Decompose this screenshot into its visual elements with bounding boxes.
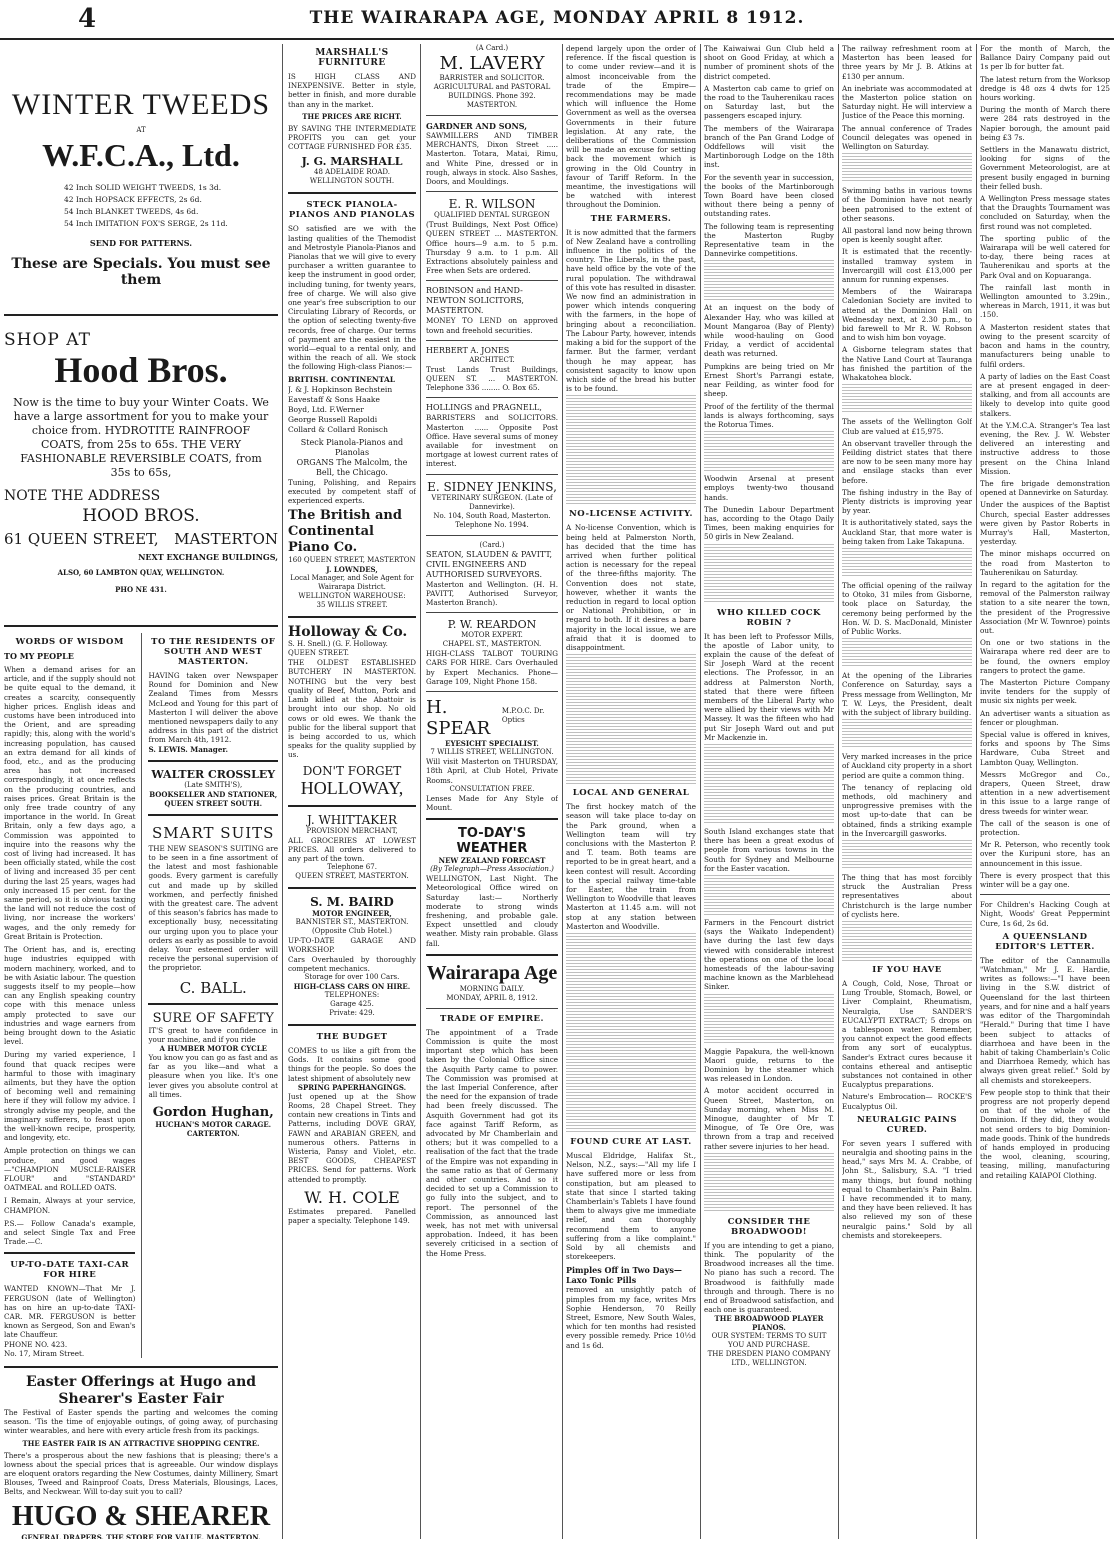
page-number: 4	[78, 4, 97, 34]
robinson-name: ROBINSON and HAND-NEWTON SOLICITORS, MASTERTON.	[426, 286, 524, 316]
broadwood-body: If you are intending to get a piano, think. The popularity of the Broadwood increases all the time. No piano has such a record. The Broadwood is faithfully made through and through. There is no end of Broadwood satisfaction, and each one is guaranteed.	[704, 1240, 834, 1315]
marshall-prices: THE PRICES ARE RICHT.	[302, 111, 402, 121]
wisdom-to: TO MY PEOPLE	[4, 651, 74, 661]
residents-body: HAVING taken over Newspaper Round for Dominion and New Zealand Times from Messrs McLeod and Young for this part of Masterton I will deliver the above mentioned newspapers daily to any address in this part of the district from March 4th, 1912.	[148, 671, 278, 745]
marshall-body-2: BY SAVING THE INTERMEDIATE PROFITS you can get your COTTAGE FURNISHED FOR £35.	[288, 123, 416, 152]
wisdom-body: When a demand arises for an article, and if the supply should not be quite equal to the demand, it creates a scarcity, consequently higher prices. English ideas and customs have been introduced into the Orient, and are spreading rapidly; this, along with the world's increasing population, has caused an extra demand for all kinds of food, etc., and as the producing area has not increased correspondingly, it at once reflects on the producing countries, and raises prices. Great Britain is the only free trade country of any importance in the world. In Great Britain, only a few days ago, a Commission was appointed to inquire into the reasons why the cost of living had increased. It has been officially stated, while the cost of living and increased 35 per cent during the last 25 years, wages had only increased 15 per cent. for the same period, so it is obvious taxing the land will not reduce the cost of living, nor increase the workers' wages, and the only remedy for Great Britain is Protection.	[4, 665, 136, 941]
crossley-addr: QUEEN STREET SOUTH.	[164, 798, 263, 808]
wisdom-column	[4, 633, 135, 1358]
wairarapa-age-title: Wairarapa Age	[426, 961, 558, 984]
hood-phone: PHO NE 431.	[115, 585, 167, 594]
local-item: Pumpkins are being tried on Mr Ernest Short's Parrangi estate, near Feilding, as winter food for sheep.	[704, 361, 834, 399]
text-filler	[704, 994, 834, 1044]
seaton-name: SEATON, SLAUDEN & PAVITT, CIVIL ENGINEERS AND AUTHORISED SURVEYORS.	[426, 549, 553, 579]
easter-body-2: There's a prosperous about the new fashions that is pleasing; there's a lowness about the special prices that is agreeable. Our window displays are eloquent orators regarding the New Costumes, dainty Millinery, Smart Blouses, Tweed and Rainproof Coats, Dress Materials, Blousings, Laces, Belts, and Neckwear. Will to-day suit you to call?	[4, 1450, 278, 1497]
text-filler	[566, 654, 696, 784]
holloway-sub: S. H. Snell.) (G. F. Holloway. QUEEN STREET.	[288, 640, 388, 658]
sure-of-safety: SURE OF SAFETY	[152, 1010, 274, 1026]
column-1	[4, 44, 278, 1539]
column-5	[566, 44, 696, 1539]
license-title: NO-LICENSE ACTIVITY.	[568, 509, 694, 520]
news-item: At the opening of the Libraries Conference on Saturday, says a Press message from Wellington, Mr T. W. Leys, the President, dealt with the subject of library building.	[842, 671, 972, 717]
news-item: Members of the Wairarapa Caledonian Society are invited to attend at the Dominion Hall on Wednesday next, at 2.30 p.m., to bid farewell to Mr R. W. Robson and to wish him bon voyage.	[842, 287, 972, 343]
brand-row: J. & J. Hopkinson Bechstein	[288, 384, 393, 394]
local-item: The following team is representing the Masterton Rugby Representative team in the Dannevirke competitions.	[704, 221, 834, 259]
robinson-body: MONEY TO LEND on approved town and freehold securities.	[426, 316, 558, 335]
baird-hire: HIGH-CLASS CARS ON HIRE.	[293, 981, 411, 991]
hood-next: NEXT EXCHANGE BUILDINGS,	[138, 552, 278, 562]
note-address: NOTE THE ADDRESS	[4, 488, 161, 504]
marshall-body: IS HIGH CLASS AND INEXPENSIVE. Better in style, better in finish, and more durable than any in the market.	[288, 72, 416, 109]
col1-subcolumns	[4, 633, 278, 1358]
column-rule	[976, 44, 977, 1539]
news-item: An advertiser wants a situation as fencer or ploughman.	[980, 708, 1110, 727]
text-filler	[842, 384, 972, 414]
local-item: The Dunedin Labour Department has, according to the Otago Daily Times, been making enquiries for 50 girls in New Zealand.	[704, 504, 834, 542]
wisdom-title: WORDS OF WISDOM	[15, 637, 124, 647]
farmers-body: It is now admitted that the farmers of New Zealand have a controlling influence in the politics of the country. The Liberals, in the past, have held office by the vote of the rural population. The withdrawal of this vote has resulted in disaster. We now find an administration in power which intends conquering with the farmers, in the hope of bringing about a reconciliation. The Labour Party, however, intends making a bid for the support of the farmer. But the farmer, verdant though he may appear, has consistent sagacity to know upon which side of the bread his butter is to be found.	[566, 227, 696, 394]
list-item: 54 Inch BLANKET TWEEDS, 4s 6d.	[64, 207, 199, 216]
wisdom-body-4: Ample protection on things we can produce, and good wages—"CHAMPION MUSCLE-RAISER FLOUR" and "STANDARD" OATMEAL and ROLLED OATS.	[4, 1146, 136, 1193]
text-filler	[704, 431, 834, 471]
license-body: A No-license Convention, which is being held at Palmerston North, has decided that the time has arrived when further political action is necessary for the repeal of the three-fifths majority. The Convention does not state, however, whether it wants the reduction in regard to local option or National Prohibition, or in regard to both. If it desires a bare majority in the local issue, we are afraid that it is doomed to disappointment.	[566, 523, 696, 652]
news-item: The assets of the Wellington Golf Club are valued at £15,975.	[842, 417, 972, 436]
news-item: The tenancy of replacing old methods, old machinery and unprogressive premises with the most up-to-date that can be obtained, finds a striking example in the Invercargill gasworks.	[842, 782, 972, 838]
whittaker-tel: Telephone 67.	[327, 863, 377, 872]
hugo-sub: GENERAL DRAPERS. THE STORE FOR VALUE. MASTERTON.	[21, 1532, 261, 1539]
news-item: Mr R. Peterson, who recently took over the Kuripuni store, has an announcement in this issue.	[980, 840, 1110, 868]
hood-bros-ad	[4, 322, 278, 627]
residents-sign: S. LEWIS. Manager.	[148, 744, 229, 754]
column-rule	[141, 633, 142, 1358]
wfca-name: W.F.C.A., Ltd.	[42, 137, 240, 173]
news-item: Settlers in the Manawatu district, looking for signs of the Government Meteorologist, are at present busily engaged in burning their felled bush.	[980, 145, 1110, 191]
baird-sub: MOTOR ENGINEER,	[312, 909, 392, 919]
news-item: The annual conference of Trades Council delegates was opened in Wellington on Saturday.	[842, 123, 972, 152]
brand-row: George Russell Rapoldi	[288, 414, 378, 424]
weather-body: WELLINGTON, Last Night. The Meteorological Office wired on Saturday last:— Northerly moderate to strong winds freshening, and probable gale. Expect unsettled and cloudy weather. Misty rain probable. Glass fall.	[426, 874, 558, 948]
reardon-addr: CHAPEL ST., MASTERTON.	[442, 640, 542, 649]
hughan-town: CARTERTON.	[186, 1129, 240, 1139]
column-rule	[700, 44, 701, 1539]
queensland-body: The editor of the Cannamulla "Watchman," Mr J. E. Hardie, writes as follows:—"I have been living in the S.W. district of Queensland for the last thirteen years, and for nine and a half years was editor of the Thargomindah "Herald." During that time I have been subject to attacks of diarrhoea and have been in the habit of taking Chamberlain's Colic and Diarrhoea Remedy, which has always given great relief." Sold by all chemists and storekeepers.	[980, 955, 1110, 1085]
news-item: In regard to the agitation for the removal of the Palmerston railway station to a site nearer the town, the president of the Progressive Association (Mr W. Townroe) points out.	[980, 579, 1110, 635]
news-item: South Island exchanges state that there has been a great exodus of people from various towns in the South for Sydney and Melbourne for the Easter vacation.	[704, 826, 834, 873]
text-filler	[566, 395, 696, 505]
british-addr: 160 QUEEN STREET, MASTERTON	[288, 556, 416, 565]
brand-row: Eavestaff & Sons Haake	[288, 394, 380, 404]
news-item: The call of the season is one of protection.	[980, 818, 1110, 838]
hughan-garage: HUCHAN'S MOTOR CARAGE.	[155, 1120, 272, 1130]
hood-town: MASTERTON	[174, 530, 278, 548]
text-filler	[704, 260, 834, 300]
steck-brands	[288, 375, 416, 435]
spear-name: H. SPEAR	[426, 697, 491, 740]
residents-title: TO THE RESIDENTS OF SOUTH AND WEST MASTERTON.	[151, 637, 276, 667]
hood-street: 61 QUEEN STREET,	[4, 530, 159, 548]
found-body: Muscal Eldridge, Halifax St., Nelson, N.Z., says:—"All my life I have suffered more or less from constipation, but am pleased to state that since I started taking Chamberlain's Tablets I have found them to always give me immediate relief, and can thoroughly recommend them to anyone suffering from a like complaint." Sold by all chemists and storekeepers.	[566, 1151, 696, 1262]
smart-suits: SMART SUITS	[152, 823, 275, 842]
marshall-title: MARSHALL'S FURNITURE	[315, 48, 389, 68]
text-filler	[842, 921, 972, 961]
column-rule	[838, 44, 839, 1539]
holloway-big: HOLLOWAY,	[300, 777, 404, 798]
lavery-sub: BARRISTER and SOLICITOR.	[439, 74, 545, 82]
taxi-address: No. 17, Miram Street.	[4, 1348, 85, 1358]
taxi-phone: PHONE NO. 423.	[4, 1339, 68, 1349]
text-filler	[842, 153, 972, 183]
budget-body-2: Just opened up at the Show Rooms, 28 Chapel Street. They contain new creations in Tints and Patterns, including DOVE GRAY, FAWN and ARABIAN GREEN, and numerous others. Patterns in Wisteria, Pansy and Violet, etc. BEST GOODS, CHEAPEST PRICES. Send for patterns. Work attended to promptly.	[288, 1091, 416, 1184]
hacking-cough: For Children's Hacking Cough at Night, Woods' Great Peppermint Cure, 1s 6d, 2s 6d.	[980, 900, 1110, 928]
neuralgic-body: For seven years I suffered with neuralgia and shooting pains in the head," says Mrs M. A. Crabbe, of John St., Salisbury, S.A. "I tried many things, but found nothing equal to Chamberlain's Pain Balm. I have recommended it to many, and they have been relieved. It has also relieved my son of these neuralgic pains." Sold by all chemists and storekeepers.	[842, 1138, 972, 1240]
trade-body: The appointment of a Trade Commission is quite the most important step which has been taken by the Colonial Office since the Asquith Party came to power. The Commission was promised at the last Imperial Conference, after the need for the expansion of trade had been freely discussed. The Asquith Government had got its face against Tariff Reform, as advocated by Mr Chamberlain and others; but it was compelled to a realisation of the fact that the trade of the Empire was not expanding in the same ratio as that of Germany and other countries. And so it decided to set up a Commission to go fully into the subject, and to report. The personnel of the Commission, as announced last week, has not met with universal approbation. Indeed, it has been severely criticised in a section of the Home Press.	[426, 1027, 558, 1258]
text-filler	[704, 1153, 834, 1213]
steck-title: STECK PIANOLA-PIANOS AND PIANOLAS	[288, 200, 416, 221]
steck-body: SO satisfied are we with the lasting qualities of the Themodist and Metrostyle Pianola-Pianos and Pianolas that we will give to every purchaser a written guarantee to keep the instrument in good order, including tuning, for twenty years, free of charge. We will also give one year's free subscription to our Circulating Library of Records, or the option of selecting twenty-five records, free of charge. Our terms of payment are the easiest in the world—equal to a rental only, and within the reach of all. We stock the following High-class Pianos:—	[288, 224, 416, 372]
crossley-late: (Late SMITH'S),	[184, 780, 243, 789]
column-7	[842, 44, 972, 1539]
news-item: A motor accident occurred in Queen Street, Masterton, on Sunday morning, when Miss M. Minogue, daughter of Mr T. Minogue, of Te Ore Ore, was thrown from a trap and received rather severe injuries to her head.	[704, 1086, 834, 1151]
hood-body: Now is the time to buy your Winter Coats. We have a large assortment for you to make your choice from. HYDROTITE RAINFROOF COATS, from 25s to 65s. THE VERY FASHIONABLE REVERSIBLE COATS, from 35s to 65s,	[13, 396, 269, 479]
news-item: The Masterton Picture Company invite tenders for the supply of music six nights per week.	[980, 678, 1110, 706]
baird-body-2: Cars Overhauled by thoroughly competent mechanics.	[288, 954, 416, 973]
local-item: Woodwin Arsenal at present employs twenty-two thousand hands.	[704, 474, 834, 502]
baird-storage: Storage for over 100 Cars.	[304, 972, 400, 981]
jenkins-name: E. SIDNEY JENKINS,	[427, 479, 557, 494]
news-item: Messrs McGregor and Co., drapers, Queen Street, draw attention in a new advertisement in this issue to a large range of dress tweeds for winter wear.	[980, 769, 1110, 816]
news-item: Very marked increases in the price of Auckland city property in a short period are quite a common thing.	[842, 752, 972, 780]
newspaper-title: THE WAIRARAPA AGE, MONDAY APRIL 8 1912.	[309, 8, 805, 28]
news-item: The official opening of the railway to Otoko, 31 miles from Gisborne, took place on Saturday, the ceremony being performed by the Hon. W. D. S. MacDonald, Minister of Public Works.	[842, 580, 972, 636]
column-rule	[562, 44, 563, 1539]
steck-body-3: Tuning, Polishing, and Repairs executed by competent staff of experienced experts.	[288, 477, 416, 506]
list-item: 42 Inch SOLID WEIGHT TWEEDS, 1s 3d.	[64, 183, 222, 192]
text-filler	[704, 544, 834, 604]
news-item: For the month of March, the Ballance Dairy Company paid out 1s per lb for butter fat.	[980, 44, 1110, 72]
news-item: It is estimated that the recently-installed tramway system in Invercargill will cost £13,000 per annum for running expenses.	[842, 247, 972, 285]
budget-body: COMES to us like a gift from the Gods. It contains some good things for the people. So does the latest shipment of absolutely new	[288, 1045, 416, 1083]
brand-row: Boyd, Ltd. F.Werner	[288, 404, 364, 414]
hood-bros-logo: Hood Bros.	[54, 350, 228, 390]
spear-consult: CONSULTATION FREE.	[449, 784, 535, 793]
news-item: The minor mishaps occurred on the road from Masterton to Tauherenikau on Saturday.	[980, 549, 1110, 577]
seaton-body: Masterton and Wellington. (H. H. PAVITT, Authorised Surveyor, Masterton Branch).	[426, 579, 558, 608]
jenkins-body: No. 104, South Road, Masterton. Telephone No. 1994.	[433, 511, 551, 529]
hughan-name: Gordon Hughan,	[152, 1105, 274, 1121]
news-item: The railway refreshment room at Masterton has been leased for three years by Mr J. B. Atkins at £130 per annum.	[842, 44, 972, 81]
easter-body: The Festival of Easter spends the parting and welcomes the coming season. 'Tis the time of enjoyable outings, of going away, of purchasing winter wearables, and here with every article fresh from its packings.	[4, 1408, 278, 1436]
lavery-town: MASTERTON.	[466, 101, 518, 109]
wilson-body: (Trust Buildings, Next Post Office) QUEEN STREET ... MASTERTON. Office hours—9 a.m. to 5 p.m. Thursday 9 a.m. to 1 p.m. All Extractions absolutely painless and Free when Sets are ordered.	[426, 220, 558, 276]
news-item: An observant traveller through the Feilding district states that there are now to be seen many more hay and ensilage stacks than ever before.	[842, 438, 972, 485]
spear-header	[426, 697, 558, 739]
news-item: There is every prospect that this winter will be a gay one.	[980, 870, 1110, 890]
kaiwaiwai: The Kaiwaiwai Gun Club held a shoot on Good Friday, at which a number of prominent shots of the district competed.	[704, 44, 834, 81]
ball-name: C. BALL.	[179, 978, 247, 997]
british-ware: WELLINGTON WAREHOUSE:	[298, 592, 406, 601]
column-rule	[420, 44, 421, 1539]
news-item: The fire brigade demonstration opened at Dannevirke on Saturday.	[980, 478, 1110, 498]
cough-title: IF YOU HAVE	[872, 965, 942, 976]
broadwood-title: CONSIDER THE BROADWOOD!	[727, 1216, 811, 1237]
neuralgic-title: NEURALGIC PAINS CURED.	[856, 1114, 957, 1135]
text-filler	[842, 719, 972, 749]
hood-street-row	[4, 530, 278, 548]
weather-title: TO-DAY'S WEATHER	[456, 826, 528, 857]
text-filler	[704, 744, 834, 824]
lavery-body: AGRICULTURAL and PASTORAL BUILDINGS. Phone 392.	[433, 83, 551, 100]
holloway-body: THE OLDEST ESTABLISHED BUTCHERY IN MASTERTON. NOTHING but the very best quality of Beef, Mutton, Pork and Lamb killed at the Abattoir is brought into our shop. No old cows or old ewes. We thank the public for the liberal support that is being accorded to us, which speaks for the quality supplied by us.	[288, 658, 416, 760]
news-item: The latest return from the Worksop dredge is 48 ozs 4 dwts for 125 hours working.	[980, 74, 1110, 103]
weather-sub: NEW ZEALAND FORECAST	[438, 856, 546, 866]
local-item: The members of the Wairarapa branch of the Pan Grand Lodge of Oddfellows will visit the Martinborough Lodge on the 18th inst.	[704, 123, 834, 170]
specials-tagline: These are Specials. You must see them	[11, 256, 271, 288]
news-item: At the Y.M.C.A. Stranger's Tea last evening, the Rev. J. W. Webster delivered an interesting and instructive address to those present on the China Inland Mission.	[980, 420, 1110, 476]
cock-robin-title: WHO KILLED COCK ROBIN ?	[717, 607, 821, 628]
wilson-name: E. R. WILSON	[448, 197, 536, 212]
local-item: For the seventh year in succession, the books of the Martinborough Town Board have been closed without there being a penny of outstanding rates.	[704, 172, 834, 219]
column-3	[288, 44, 416, 1539]
reardon-name: P. W. REARDON	[447, 618, 537, 632]
text-filler	[842, 548, 972, 578]
hollings-name: HOLLINGS and PRAGNELL,	[426, 403, 542, 413]
found-title: FOUND CURE AT LAST.	[570, 1137, 692, 1147]
news-item: A Gisborne telegram states that the Native Land Court at Tauranga has finished the partition of the Whakatohea block.	[842, 345, 972, 383]
humber-motor: A HUMBER MOTOR CYCLE	[159, 1044, 267, 1054]
cole-body: Estimates prepared. Panelled paper a specialty. Telephone 149.	[288, 1206, 416, 1225]
pimples-title: Pimples Off in Two Days—Laxo Tonic Pills	[566, 1265, 682, 1286]
steck-organs: ORGANS The Malcolm, the Bell, the Chicago.	[296, 457, 408, 477]
taxi-body: WANTED KNOWN—That Mr J. FERGUSON (late of Wellington) has on hire an up-to-date TAXI-CAR. MR. FERGUSON is better known as Sergeod, Son and Ewan's late Chauffeur.	[4, 1284, 136, 1340]
marshall-town: WELLINGTON SOUTH.	[309, 177, 395, 186]
text-filler	[842, 840, 972, 870]
cole-name: W. H. COLE	[304, 1187, 400, 1207]
news-item: Swimming baths in various towns of the Dominion have not nearly been patronised to the extent of other seasons.	[842, 186, 972, 223]
patterns-note: SEND FOR PATTERNS.	[89, 238, 193, 248]
lavery-name: M. LAVERY	[439, 53, 545, 74]
marshall-name: J. G. MARSHALL	[301, 155, 403, 169]
spear-degree: M.P.O.C. Dr. Optics	[501, 707, 545, 725]
local-body: The first hockey match of the season will take place to-day on the Park ground, when a Wellington team will try conclusions with the Masterton P. and T. team. Both teams are reported to be in great heart, and a keen contest will result. According to the special railway time-table for Easter, the train from Wellington to Woodville that leaves Masterton at 11.45 a.m. will not stop at any station between Masterton and Woodville.	[566, 802, 696, 931]
gardner-name: GARDNER AND SONS,	[426, 121, 528, 131]
british-mgr: J. LOWNDES,	[326, 565, 378, 575]
baird-tel: TELEPHONES:	[324, 990, 380, 999]
text-filler	[842, 638, 972, 668]
column-8	[980, 44, 1110, 1539]
spear-lenses: Lenses Made for Any Style of Mount.	[426, 793, 558, 812]
broadwood-terms: OUR SYSTEM: TERMS TO SUIT YOU AND PURCHASE.	[711, 1332, 827, 1350]
news-item: An inebriate was accommodated at the Masterton police station on Saturday night. He will interview a Justice of the Peace this morning.	[842, 83, 972, 121]
wisdom-ps: P.S.— Follow Canada's example, and select Single Tax and Free Trade.—C.	[4, 1218, 136, 1247]
easter-ad	[4, 1374, 278, 1539]
local-item: Proof of the fertility of the thermal lands is always forthcoming, says the Rotorua Times.	[704, 401, 834, 429]
baird-name: S. M. BAIRD	[310, 895, 394, 910]
steck-body-2: Steck Pianola-Pianos and Pianolas	[300, 437, 404, 457]
news-item: Special value is offered in knives, forks and spoons by The Sims Hardware, Cuba Street and Lambton Quay, Wellington.	[980, 730, 1110, 767]
wisdom-body-3: During my varied experience, I found that quack recipes were harmful to those with imaginary ailments, but they have the option of becoming well and remaining here if they will follow my advice. I strongly advise my people, and the imaginary sufferers, to feast upon the well-known recipe, prosperity, and longevity, etc.	[4, 1050, 136, 1143]
col2-inner	[148, 633, 278, 1358]
card-label: (A Card.)	[475, 44, 509, 52]
pimples-body: removed an unsightly patch of pimples from my face, writes Mrs Sophie Henderson, 70 Reilly Street, Esmore, New South Wales, which for ten months had resisted every possible remedy. Price 10½d and 1s 6d.	[566, 1285, 696, 1350]
easter-title: Easter Offerings at Hugo and Shearer's Easter Fair	[25, 1374, 257, 1408]
weather-by: (By Telegraph—Press Association.)	[430, 865, 554, 874]
brand-row: BRITISH. CONTINENTAL	[288, 374, 396, 384]
jenkins-sub: VETERINARY SURGEON. (Late of Dannevirke).	[431, 493, 553, 511]
news-item: Farmers in the Fencourt district (says the Waikato Independent) have during the last few days viewed with considerable interest the operations on one of the local homesteads of the labour-saving machine known as the Marblehead Sinker.	[704, 917, 834, 992]
hugo-shearer: HUGO & SHEARER	[11, 1500, 271, 1532]
broadwood-player: THE BROADWOOD PLAYER PIANOS.	[714, 1314, 824, 1333]
news-item: The thing that has most forcibly struck the Australian Press representatives about Christchurch is the large number of cyclists here.	[842, 873, 972, 919]
whittaker-name: J. WHITTAKER	[306, 812, 398, 827]
crossley-name: WALTER CROSSLEY	[151, 767, 276, 781]
whittaker-addr: QUEEN STREET, MASTERTON.	[295, 872, 409, 881]
queensland-title: A QUEENSLAND EDITOR'S LETTER.	[995, 931, 1095, 952]
wisdom-body-2: The Orient has, and is, erecting huge industries equipped with modern machinery, worked, and to be with Asiatic labour. The question suggests itself to my people—how can any English speaking country cope with this menace unless amply protected to save our industries and wage earners from being brought down to the Asiatic level.	[4, 945, 136, 1047]
local-item: A Masterton cab came to grief on the road to the Tauherenikau races on Saturday last, but the passengers escaped injury.	[704, 83, 834, 121]
wisdom-sign: I Remain, Always at your service, CHAMPION.	[4, 1196, 136, 1215]
list-item: 42 Inch HOPSACK EFFECTS, 2s 6d.	[64, 195, 202, 204]
text-filler	[704, 875, 834, 915]
list-item: 54 Inch IMITATION FOX'S SERGE, 2s 11d.	[64, 219, 228, 228]
news-item: Maggie Papakura, the well-known Maori guide, returns to the Dominion by the steamer which was released in London.	[704, 1046, 834, 1084]
broadwood-co: THE DRESDEN PIANO COMPANY LTD., WELLINGTON.	[707, 1350, 831, 1368]
news-item: During the month of March there were 284 rats destroyed in the Napier borough, the amount paid being £3 7s.	[980, 105, 1110, 142]
text-filler	[566, 933, 696, 1133]
kaiapoi-note: Few people stop to think that their progress are not properly depend on that of the whole of the Dominion. If they did, they would not send orders to big Dominion-made goods. Think of the hundreds of hands employed in producing the wool, cleaning, scouring, teasing, milling, manufacturing and retailing KAIAPOI Clothing.	[980, 1087, 1110, 1180]
trade-title: TRADE OF EMPIRE.	[440, 1013, 544, 1024]
jones-body: Trust Lands Trust Buildings, QUEEN ST. ... MASTERTON. Telephone 336 ........ O. Box 65.	[426, 364, 558, 393]
shop-at: SHOP AT	[4, 330, 91, 350]
news-item: Under the auspices of the Baptist Church, special Easter addresses were given by Pastor Roberts in Murray's Hall, Masterton, yesterday.	[980, 500, 1110, 547]
trade-cont: depend largely upon the order of reference. If the fiscal question is to come under review—and it is almost inconceivable from the trade of the Empire—recommendations may be made which will influence the Home Government as well as the oversea Governments in their future legislation. At any rate, the deliberations of the Commission will be made an excuse for setting back the movement which is growing in the Old Country in favour of Tariff Reform. In the meantime, the investigations will be watched with interest throughout the Dominion.	[566, 44, 696, 210]
cough-body: A Cough, Cold, Nose, Throat or Lung Trouble, Stomach, Bowel, or Liver Complaint, Rheumatism, Neuralgia, Use SANDER'S EUCALYPTI EXTRACT; 5 drops on a tablespoon water. Remember, you cannot expect the good effects from any sort of eucalyptus. Sander's Extract cures because it contains ethereal and antiseptic substances not contained in other Eucalyptus preparations.	[842, 979, 972, 1090]
column-6	[704, 44, 834, 1539]
budget-title: THE BUDGET	[316, 1031, 388, 1042]
gardner-body: SAWMILLERS AND TIMBER MERCHANTS, Dixon Street ..... Masterton. Totara, Matai, Rimu, and White Pine, dressed or in rough, always in stock. Also Sashes, Doors, and Mouldings.	[426, 131, 558, 187]
sure-body: IT'S great to have confidence in your machine, and if you ride	[148, 1025, 278, 1044]
whittaker-body: ALL GROCERIES AT LOWEST PRICES. All orders delivered to any part of the town.	[288, 835, 416, 863]
british-mgr-2: Local Manager, and Sole Agent for Wairarapa District.	[290, 574, 414, 592]
baird-body: UP-TO-DATE GARAGE AND WORKSHOP.	[288, 936, 416, 955]
hood-also: ALSO, 60 LAMBTON QUAY, WELLINGTON.	[57, 568, 225, 577]
british-ware-2: 35 WILLIS STREET.	[316, 601, 388, 610]
winter-tweeds-ad	[4, 88, 278, 316]
news-item: A party of ladies on the East Coast are at present engaged in deer-stalking, and from all accounts are likely to develop into quite good stalkers.	[980, 371, 1110, 418]
news-item: It is authoritatively stated, says the Auckland Star, that more water is being taken from Lake Takapuna.	[842, 518, 972, 546]
taxi-title: UP-TO-DATE TAXI-CAR FOR HIRE	[10, 1260, 130, 1281]
spear-sub: EYESICHT SPECIALIST.	[445, 739, 539, 749]
baird-tel-3: Private: 429.	[329, 1008, 375, 1017]
seaton-card: (Card.)	[479, 540, 505, 549]
sure-body-2: You know you can go as fast and as far as you like—and what a pleasure when you like. It's one lever gives you absolute control at all times.	[148, 1053, 278, 1099]
news-item: A Wellington Press message states that the Draughts Tournament was concluded on Saturday, when the first round was not completed.	[980, 194, 1110, 231]
local-title: LOCAL AND GENERAL	[572, 788, 690, 799]
news-item: The rainfall last month in Wellington amounted to 3.29in., whereas in March, 1911, it was but .150.	[980, 282, 1110, 320]
masthead	[0, 0, 1114, 40]
farmers-title: THE FARMERS.	[590, 213, 672, 224]
crossley-trade: BOOKSELLER AND STATIONER,	[149, 789, 278, 799]
british-continental: The British and Continental Piano Co.	[288, 508, 402, 556]
reardon-sub: MOTOR EXPERT.	[461, 631, 523, 640]
budget-sub: SPRING PAPERHANGINGS.	[297, 1082, 407, 1092]
baird-tel-2: Garage 425.	[330, 999, 374, 1008]
holloway-title: Holloway & Co.	[288, 624, 408, 641]
wilson-sub: QUALIFIED DENTAL SURGEON	[433, 211, 551, 220]
wairarapa-age-sub: MORNING DAILY.	[459, 984, 525, 993]
brand-row: Collard & Collard Ronisch	[288, 424, 388, 434]
ad-at: AT	[136, 126, 146, 134]
news-item: On one or two stations in the Wairarapa where red deer are to be found, the owners employ rangers to protect the game.	[980, 638, 1110, 675]
cock-robin-body: It has been left to Professor Mills, the apostle of Labor unity, to explain the cause of the defeat of Sir Joseph Ward at the recent elections. The Professor, in an address at Palmerston North, stated that there were fifteen members of the Liberal Party who were allied by their views with Mr Massey. It was the fifteen who had put Sir Joseph Ward out and put Mr Mackenzie in.	[704, 631, 834, 742]
spear-addr: 7 WILLIS STREET, WELLINGTON.	[430, 748, 554, 757]
news-item: All pastoral land now being thrown open is keenly sought after.	[842, 226, 972, 245]
jones-sub: ARCHITECT.	[469, 355, 515, 364]
tweed-list	[64, 182, 278, 230]
marshall-addr: 48 ADELAIDE ROAD.	[314, 168, 390, 177]
dont-forget: DON'T FORGET	[302, 763, 402, 778]
hollings-body: BARRISTERS and SOLICITORS. Masterton ...... Opposite Post Office. Have several sums of money available for investment on mortgage at lowest current rates of interest.	[426, 413, 558, 469]
ad-heading: WINTER TWEEDS	[11, 88, 271, 121]
easter-sub: THE EASTER FAIR IS AN ATTRACTIVE SHOPPING CENTRE.	[22, 1438, 260, 1448]
hood-address-name: HOOD BROS.	[82, 506, 200, 526]
nature-embrocation: Nature's Embrocation— ROCKE'S Eucalyptus Oil.	[842, 1092, 972, 1111]
column-rule	[282, 44, 283, 1539]
smart-body: THE NEW SEASON'S SUITING are to be seen in a fine assortment of the latest and most fashionable goods. Every garment is carefully cut and made up by skilled workmen, and perfectly finished with the greatest care. The advent of this season's fabrics has made to exceptionally busy, necessitating our urging upon you to place your orders as early as possible to avoid delay. Your esteemed order will receive the personal supervision of the proprietor.	[148, 843, 278, 973]
column-4	[426, 44, 558, 1539]
baird-addr: BANNISTER ST., MASTERTON. (Opposite Club Hotel.)	[295, 918, 409, 936]
whittaker-sub: PROVISION MERCHANT,	[306, 826, 398, 835]
news-item: The fishing industry in the Bay of Plenty districts is improving year by year.	[842, 487, 972, 516]
jones-name: HERBERT A. JONES	[426, 345, 510, 355]
wairarapa-age-date: MONDAY, APRIL 8, 1912.	[446, 993, 538, 1002]
news-item: The sporting public of the Wairarapa will be well catered for to-day, there being races at Tauherenikau and sports at the Park Oval and on Kopuaranga.	[980, 233, 1110, 280]
spear-body: Will visit Masterton on THURSDAY, 18th April, at Club Hotel, Private Rooms.	[426, 757, 558, 785]
local-item: At an inquest on the body of Alexander Hay, who was killed at Mount Mangaroa (Bay of Plenty) while wood-hauling on Good Friday, a verdict of accidental death was returned.	[704, 303, 834, 359]
reardon-body: HIGH-CLASS TALBOT TOURING CARS FOR HIRE. Cars Overhauled by Expert Mechanics. Phone—Garage 109, Night Phone 158.	[426, 649, 558, 686]
news-item: A Masterton resident states that owing to the present scarcity of bacon and hams in the country, manufacturers being unable to fulfil orders.	[980, 322, 1110, 369]
